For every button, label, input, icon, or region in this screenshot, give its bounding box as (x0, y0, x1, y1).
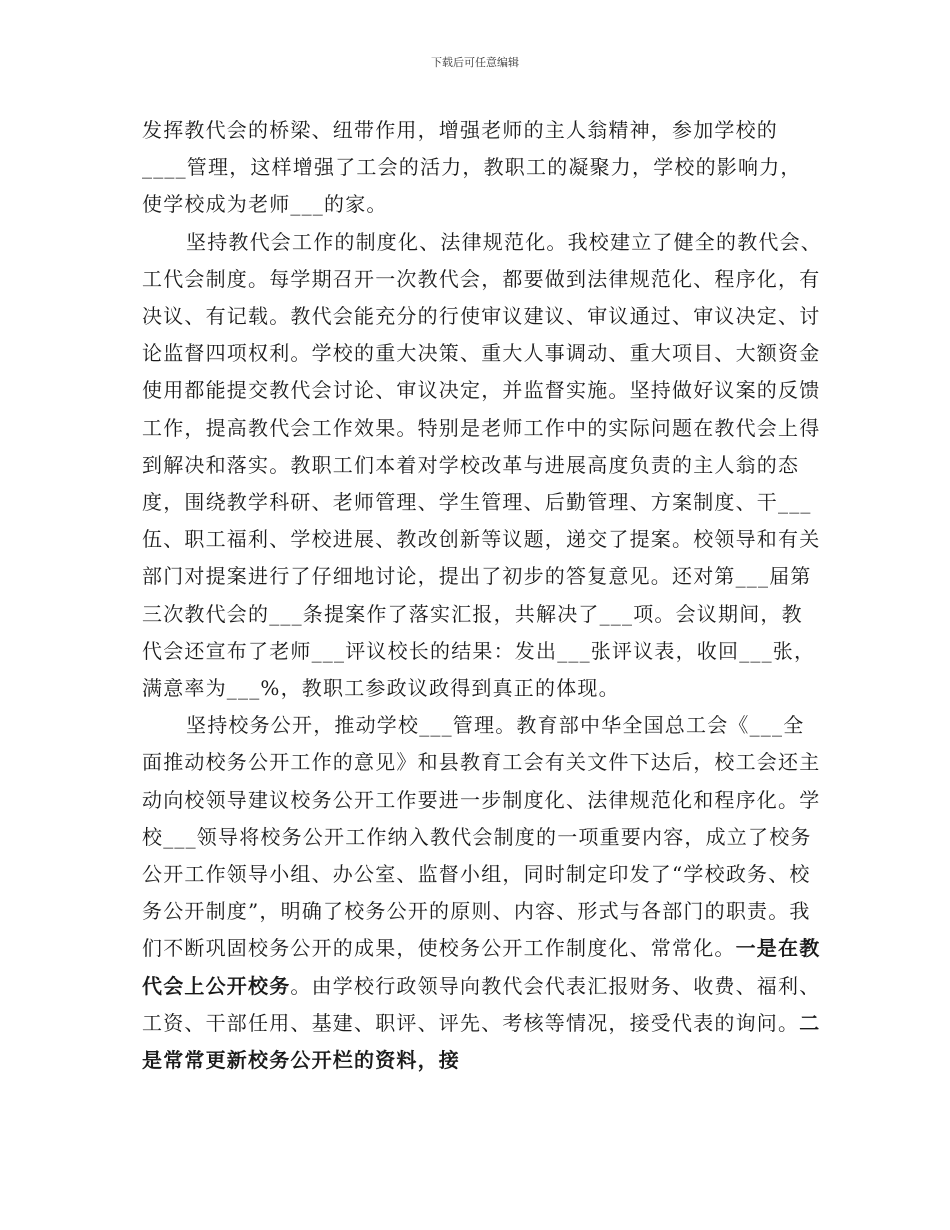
paragraph-3-text-b: 。由学校行政领导向教代会代表汇报财务、收费、福利、工资、干部任用、基建、职评、评先、考核等情况，接受代表的询问。 (142, 973, 821, 1035)
paragraph-3-bold-b: 二是常常更新校务公开栏的资料，接 (142, 1010, 821, 1073)
paragraph-3 (142, 707, 822, 1079)
paragraph-3-bold-a: 一是在教代会上公开校务 (142, 936, 821, 998)
page-header: 下载后可任意编辑 (431, 56, 519, 69)
paragraph-2: 坚持教代会工作的制度化、法律规范化。我校建立了健全的教代会、工代会制度。每学期召开一次教代会，都要做到法律规范化、程序化，有决议、有记载。教代会能充分的行使审议建议、审议通过、审议决定、讨论监督四项权利。学校的重大决策、重大人事调动、重大项目、大额资金使用都能提交教代会讨论、审议决定，并监督实施。坚持做好议案的反馈工作，提高教代会工作效果。特别是老师工作中的实际问题在教代会上得到解决和落实。教职工们本着对学校改革与进展高度负责的主人翁的态度，围绕教学科研、老师管理、学生管理、后勤管理、方案制度、干___伍、职工福利、学校进展、教改创新等议题，递交了提案。校领导和有关部门对提案进行了仔细地讨论，提出了初步的答复意见。还对第___届第三次教代会的___条提案作了落实汇报，共解决了___项。会议期间，教代会还宣布了老师___评议校长的结果：发出___张评议表，收回___张，满意率为___%，教职工参政议政得到真正的体现。 (142, 229, 822, 701)
paragraph-1: 发挥教代会的桥梁、纽带作用，增强老师的主人翁精神，参加学校的____管理，这样增强了工会的活力，教职工的凝聚力，学校的影响力，使学校成为老师___的家。 (142, 118, 802, 217)
document-body (142, 112, 822, 1079)
paragraph-3-text-a: 坚持校务公开，推动学校___管理。教育部中华全国总工会《___全面推动校务公开工作的意见》和县教育工会有关文件下达后，校工会还主动向校领导建议校务公开工作要进一步制度化、法律规范化和程序化。学校___领导将校务公开工作纳入教代会制度的一项重要内容，成立了校务公开工作领导小组、办公室、监督小组，同时制定印发了“学校政务、校务公开制度”，明确了校务公开的原则、内容、形式与各部门的职责。我们不断巩固校务公开的成果，使校务公开工作制度化、常常化。 (142, 713, 821, 961)
